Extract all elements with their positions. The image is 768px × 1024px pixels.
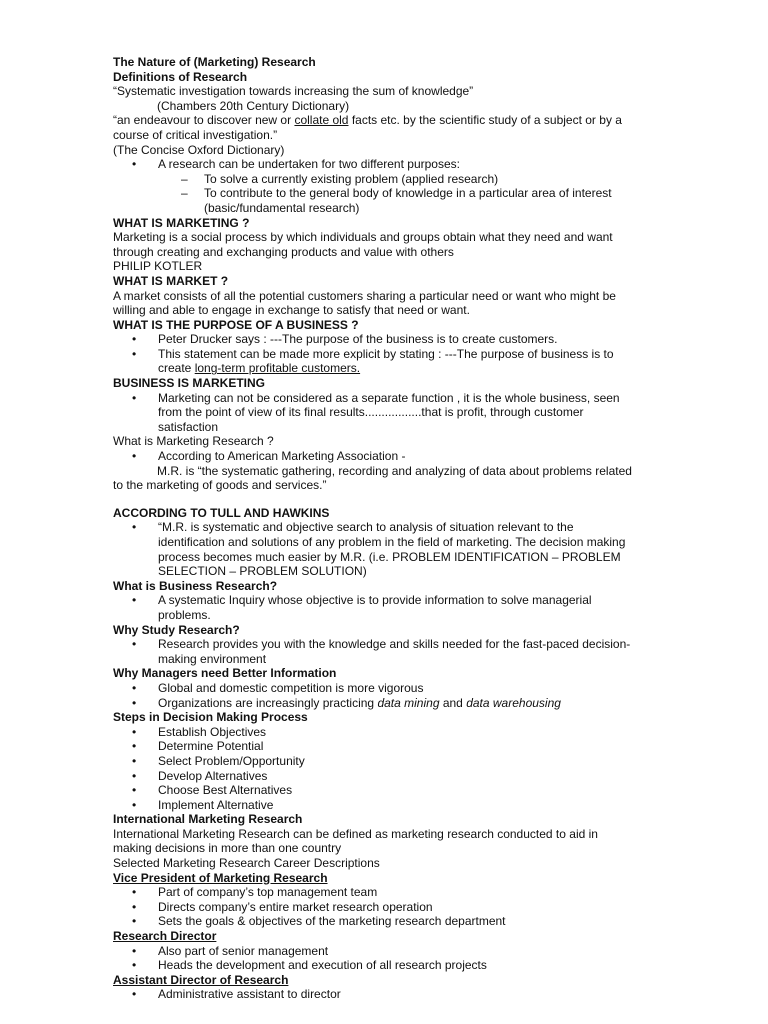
definition-2 [113,113,653,128]
list-item-text: making environment [158,651,267,666]
list-item-text: process becomes much easier by M.R. (i.e. PROBLEM IDENTIFICATION – PROBLEM [158,549,621,564]
assistant-director-heading: Assistant Director of Research [113,972,289,987]
bullet-icon: • [132,695,137,710]
list-item-text: Organizations are increasingly practicing [158,695,378,710]
list-item [132,885,653,900]
definition-1: “Systematic investigation towards increasing the sum of knowledge” [113,84,474,99]
list-item-text: To contribute to the general body of knowledge in a particular area of interest [204,186,612,201]
bullet-icon: • [132,637,137,652]
bullet-icon: • [132,332,137,347]
list-item-text: Choose Best Alternatives [158,783,293,798]
list-item-text: Administrative assistant to director [158,987,341,1002]
list-item [132,347,653,376]
bullet-icon: • [132,724,137,739]
bullet-icon: • [132,753,137,768]
dash-icon: – [181,171,188,186]
list-item [132,754,653,769]
list-item-text: Develop Alternatives [158,768,268,783]
why-managers-heading: Why Managers need Better Information [113,666,337,681]
bullet-icon: • [132,899,137,914]
dash-icon: – [181,186,188,201]
bullet-icon: • [132,520,137,535]
list-item-text: Select Problem/Opportunity [158,753,305,768]
paragraph-line: through creating and exchanging products and value with others [113,244,454,259]
list-item-underlined: long-term profitable customers. [194,361,361,376]
list-item-text: Research provides you with the knowledge and skills needed for the fast-paced decision- [158,637,631,652]
definition-2-source: (The Concise Oxford Dictionary) [113,142,285,157]
definition-2-text: “an endeavour to discover new or [113,113,295,128]
spacer [113,493,653,506]
list-item-text: “M.R. is systematic and objective search to analysis of situation relevant to the [158,520,574,535]
list-item [132,637,653,666]
bullet-icon: • [132,943,137,958]
list-item-text: Global and domestic competition is more vigorous [158,680,424,695]
list-item-text: Directs company’s entire market research operation [158,899,433,914]
research-director-heading: Research Director [113,929,217,944]
definition-2-line-2: course of critical investigation.” [113,127,278,142]
list-item [132,987,653,1002]
definition-2-text-cont: facts etc. by the scientific study of a subject or by a [348,113,622,128]
definition-1-source: (Chambers 20th Century Dictionary) [157,98,350,113]
bullet-icon: • [132,346,137,361]
list-item-text: According to American Marketing Association - [158,449,406,464]
list-item-text: Heads the development and execution of all research projects [158,958,487,973]
paragraph-line: A market consists of all the potential customers sharing a particular need or want who might be [113,288,616,303]
list-item-text: from the point of view of its final results.................that is profit, through customer [158,405,584,420]
list-item-text: Also part of senior management [158,943,329,958]
list-item [132,914,653,929]
paragraph-line: to the marketing of goods and services.” [113,478,327,493]
bullet-icon: • [132,593,137,608]
paragraph-line: International Marketing Research can be defined as marketing research conducted to aid in [113,826,598,841]
bullet-icon: • [132,797,137,812]
list-item [132,725,653,740]
list-item [132,783,653,798]
business-is-marketing-heading: BUSINESS IS MARKETING [113,376,266,391]
list-item [132,157,653,172]
list-item-text: identification and solutions of any problem in the field of marketing. The decision making [158,535,626,549]
bullet-icon: • [132,958,137,973]
list-item [132,958,653,973]
bullet-icon: • [132,914,137,929]
bullet-icon: • [132,680,137,695]
list-item [132,696,653,711]
document-title: The Nature of (Marketing) Research [113,55,316,69]
definitions-heading: Definitions of Research [113,69,248,84]
list-item [181,186,653,215]
bullet-icon: • [132,449,137,464]
tull-hawkins-heading: ACCORDING TO TULL AND HAWKINS [113,505,330,520]
list-item-text: Peter Drucker says : ---The purpose of the business is to create customers. [158,332,558,347]
list-item [132,593,653,622]
bullet-icon: • [132,783,137,798]
list-item-text: problems. [158,607,211,622]
bullet-icon: • [132,987,137,1002]
paragraph-line: Marketing is a social process by which individuals and groups obtain what they need and want [113,230,613,245]
business-research-heading: What is Business Research? [113,578,278,593]
list-item [132,520,653,578]
list-item [132,391,653,435]
list-item-text: Part of company’s top management team [158,885,378,900]
list-item-text: and [439,695,467,710]
bullet-icon: • [132,768,137,783]
list-item-text: A systematic Inquiry whose objective is to provide information to solve managerial [158,593,592,608]
steps-heading: Steps in Decision Making Process [113,710,308,725]
bullet-icon: • [132,390,137,405]
list-item-text: Marketing can not be considered as a separate function , it is the whole business, seen [158,390,620,405]
document-page [113,55,653,1002]
list-item [132,449,653,464]
list-item-text: This statement can be made more explicit by stating : ---The purpose of business is to [158,346,614,361]
list-item [132,798,653,813]
purpose-heading: WHAT IS THE PURPOSE OF A BUSINESS ? [113,317,359,332]
why-study-research-heading: Why Study Research? [113,622,240,637]
list-item [132,769,653,784]
paragraph-line: M.R. is “the systematic gathering, recording and analyzing of data about problems related [157,463,632,478]
bullet-icon: • [132,885,137,900]
careers-line: Selected Marketing Research Career Descriptions [113,856,380,871]
list-item [132,944,653,959]
paragraph-line: willing and able to engage in exchange to satisfy that need or want. [113,303,470,318]
author-line: PHILIP KOTLER [113,259,203,274]
list-item-text: create [158,361,195,376]
list-item-text: satisfaction [158,419,219,434]
list-item-text: (basic/fundamental research) [204,200,360,215]
list-item-text: To solve a currently existing problem (applied research) [204,171,499,186]
list-item-text: Implement Alternative [158,797,274,812]
bullet-icon: • [132,157,137,172]
list-item [132,681,653,696]
definition-2-underlined: collate old [294,113,349,128]
marketing-research-heading: What is Marketing Research ? [113,434,274,449]
list-item-text: A research can be undertaken for two different purposes: [158,157,460,172]
list-item-text: SELECTION – PROBLEM SOLUTION) [158,564,367,579]
list-item-italic: data warehousing [466,695,561,710]
marketing-heading: WHAT IS MARKETING ? [113,215,250,230]
list-item [132,739,653,754]
list-item-text: Establish Objectives [158,724,267,739]
bullet-icon: • [132,739,137,754]
international-mr-heading: International Marketing Research [113,812,303,827]
paragraph-line: making decisions in more than one country [113,841,342,856]
list-item-italic: data mining [377,695,440,710]
list-item [181,172,653,187]
market-heading: WHAT IS MARKET ? [113,273,229,288]
vp-heading: Vice President of Marketing Research [113,870,328,885]
list-item [132,332,653,347]
list-item-text: Sets the goals & objectives of the marketing research department [158,914,506,929]
list-item-text: Determine Potential [158,739,264,754]
list-item [132,900,653,915]
